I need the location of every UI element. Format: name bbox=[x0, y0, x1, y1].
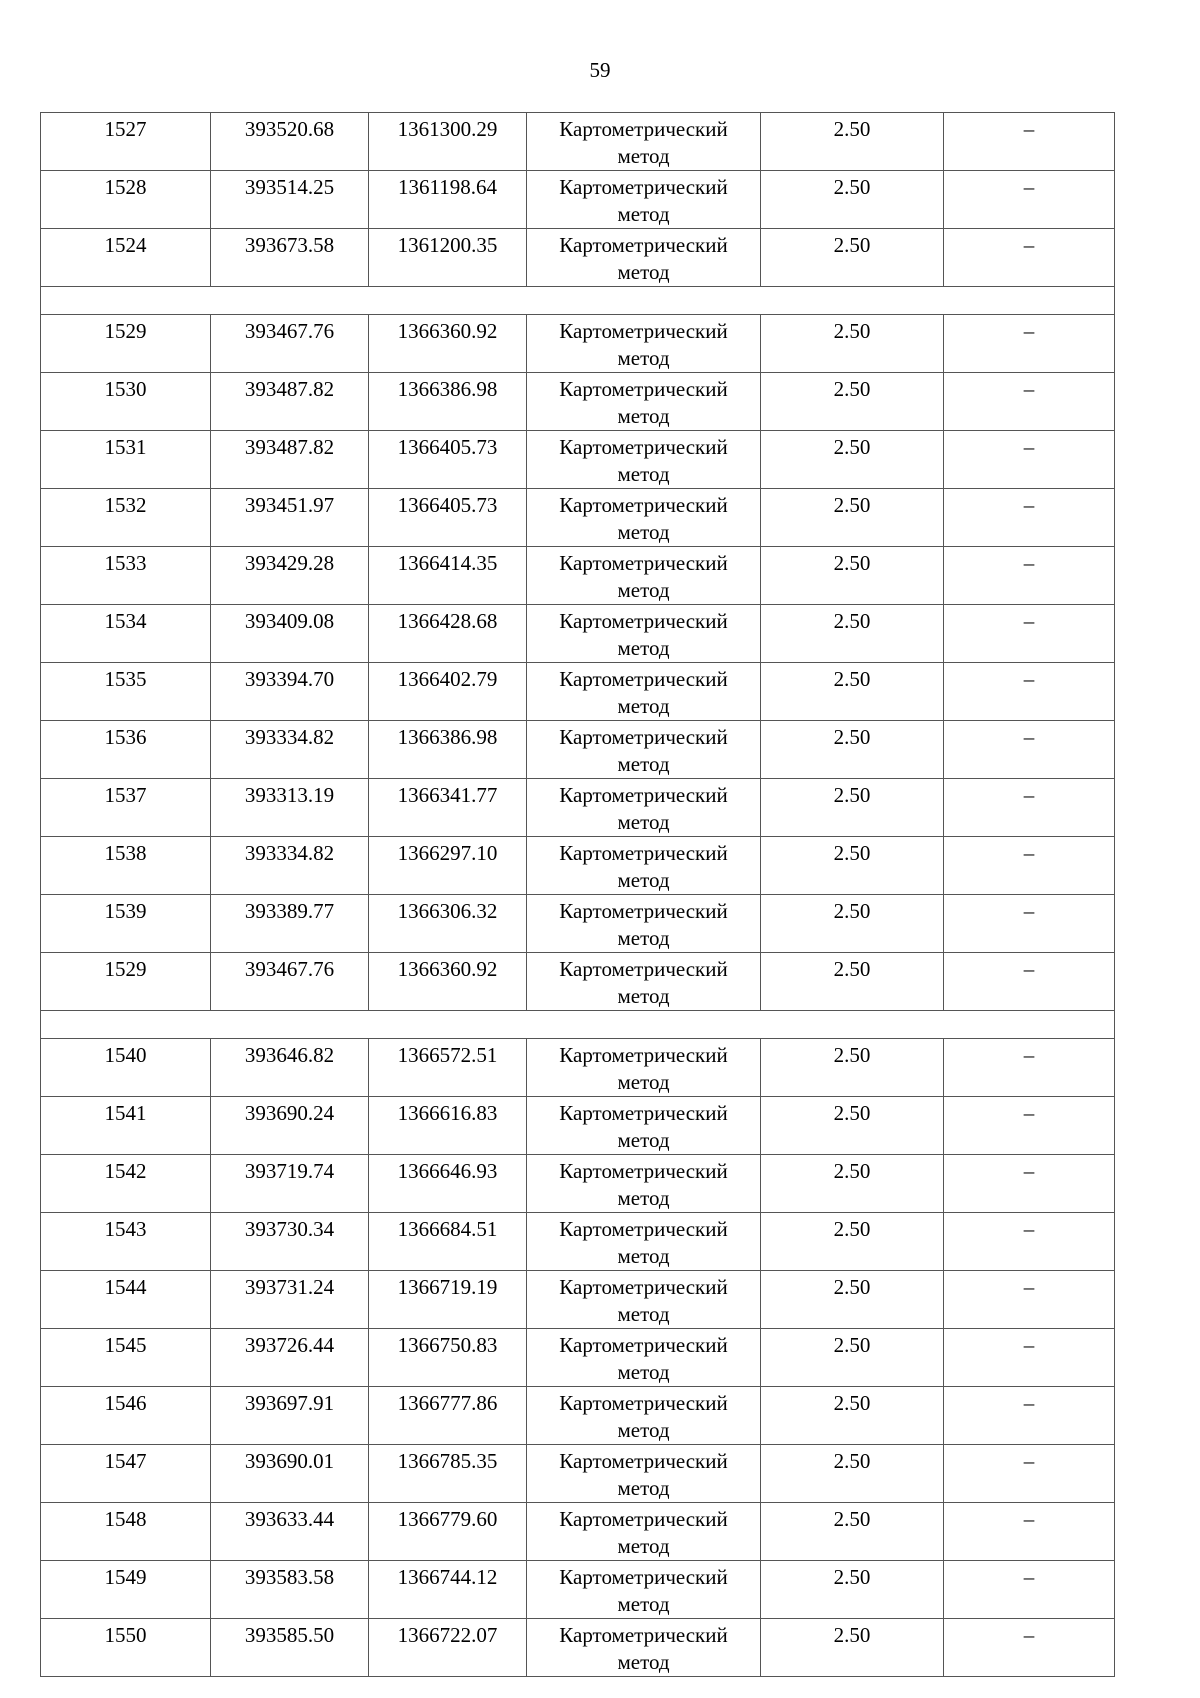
x-coordinate-cell: 393389.77 bbox=[211, 895, 369, 953]
y-coordinate-cell: 1366616.83 bbox=[369, 1097, 527, 1155]
method-cell bbox=[527, 373, 761, 431]
x-coordinate-cell: 393646.82 bbox=[211, 1039, 369, 1097]
table-row bbox=[41, 373, 1115, 431]
accuracy-cell: 2.50 bbox=[761, 721, 944, 779]
description-cell: – bbox=[944, 1503, 1115, 1561]
point-id-cell: 1546 bbox=[41, 1387, 211, 1445]
table-row bbox=[41, 1503, 1115, 1561]
method-cell bbox=[527, 837, 761, 895]
separator-cell bbox=[41, 287, 1115, 315]
method-line-2: метод bbox=[617, 520, 670, 544]
method-line-1: Картометрический bbox=[559, 783, 728, 807]
y-coordinate-cell: 1366402.79 bbox=[369, 663, 527, 721]
y-coordinate-cell: 1366386.98 bbox=[369, 721, 527, 779]
x-coordinate-cell: 393719.74 bbox=[211, 1155, 369, 1213]
separator-row bbox=[41, 1011, 1115, 1039]
method-line-2: метод bbox=[617, 462, 670, 486]
y-coordinate-cell: 1366428.68 bbox=[369, 605, 527, 663]
point-id-cell: 1532 bbox=[41, 489, 211, 547]
page-number: 59 bbox=[589, 58, 611, 82]
description-cell: – bbox=[944, 895, 1115, 953]
method-cell bbox=[527, 547, 761, 605]
description-cell: – bbox=[944, 1619, 1115, 1677]
method-cell bbox=[527, 315, 761, 373]
point-id-cell: 1550 bbox=[41, 1619, 211, 1677]
table-row bbox=[41, 1155, 1115, 1213]
y-coordinate-cell: 1366405.73 bbox=[369, 431, 527, 489]
table-row bbox=[41, 779, 1115, 837]
y-coordinate-cell: 1366722.07 bbox=[369, 1619, 527, 1677]
table-row bbox=[41, 113, 1115, 171]
point-id-cell: 1537 bbox=[41, 779, 211, 837]
accuracy-cell: 2.50 bbox=[761, 431, 944, 489]
point-id-cell: 1527 bbox=[41, 113, 211, 171]
accuracy-cell: 2.50 bbox=[761, 605, 944, 663]
x-coordinate-cell: 393730.34 bbox=[211, 1213, 369, 1271]
accuracy-cell: 2.50 bbox=[761, 229, 944, 287]
method-cell bbox=[527, 1039, 761, 1097]
accuracy-cell: 2.50 bbox=[761, 1445, 944, 1503]
x-coordinate-cell: 393520.68 bbox=[211, 113, 369, 171]
method-cell bbox=[527, 779, 761, 837]
y-coordinate-cell: 1361198.64 bbox=[369, 171, 527, 229]
accuracy-cell: 2.50 bbox=[761, 663, 944, 721]
method-line-1: Картометрический bbox=[559, 1159, 728, 1183]
x-coordinate-cell: 393334.82 bbox=[211, 837, 369, 895]
point-id-cell: 1541 bbox=[41, 1097, 211, 1155]
method-cell bbox=[527, 1271, 761, 1329]
method-cell bbox=[527, 605, 761, 663]
accuracy-cell: 2.50 bbox=[761, 171, 944, 229]
method-line-1: Картометрический bbox=[559, 435, 728, 459]
method-cell bbox=[527, 1155, 761, 1213]
method-line-1: Картометрический bbox=[559, 841, 728, 865]
x-coordinate-cell: 393313.19 bbox=[211, 779, 369, 837]
method-line-2: метод bbox=[617, 984, 670, 1008]
method-line-2: метод bbox=[617, 868, 670, 892]
method-cell bbox=[527, 895, 761, 953]
y-coordinate-cell: 1366684.51 bbox=[369, 1213, 527, 1271]
coordinates-table bbox=[40, 112, 1115, 1677]
table-row bbox=[41, 1561, 1115, 1619]
method-cell bbox=[527, 229, 761, 287]
point-id-cell: 1531 bbox=[41, 431, 211, 489]
point-id-cell: 1540 bbox=[41, 1039, 211, 1097]
method-line-2: метод bbox=[617, 1418, 670, 1442]
method-cell bbox=[527, 1329, 761, 1387]
point-id-cell: 1533 bbox=[41, 547, 211, 605]
method-cell bbox=[527, 1097, 761, 1155]
x-coordinate-cell: 393633.44 bbox=[211, 1503, 369, 1561]
method-line-1: Картометрический bbox=[559, 493, 728, 517]
point-id-cell: 1534 bbox=[41, 605, 211, 663]
accuracy-cell: 2.50 bbox=[761, 953, 944, 1011]
point-id-cell: 1528 bbox=[41, 171, 211, 229]
method-line-1: Картометрический bbox=[559, 377, 728, 401]
accuracy-cell: 2.50 bbox=[761, 895, 944, 953]
accuracy-cell: 2.50 bbox=[761, 837, 944, 895]
method-line-1: Картометрический bbox=[559, 1565, 728, 1589]
accuracy-cell: 2.50 bbox=[761, 1619, 944, 1677]
description-cell: – bbox=[944, 1213, 1115, 1271]
method-line-2: метод bbox=[617, 752, 670, 776]
description-cell: – bbox=[944, 837, 1115, 895]
method-line-1: Картометрический bbox=[559, 233, 728, 257]
description-cell: – bbox=[944, 663, 1115, 721]
table-row bbox=[41, 895, 1115, 953]
y-coordinate-cell: 1366719.19 bbox=[369, 1271, 527, 1329]
method-line-2: метод bbox=[617, 144, 670, 168]
point-id-cell: 1544 bbox=[41, 1271, 211, 1329]
x-coordinate-cell: 393467.76 bbox=[211, 315, 369, 373]
table-row bbox=[41, 489, 1115, 547]
method-line-1: Картометрический bbox=[559, 1623, 728, 1647]
description-cell: – bbox=[944, 431, 1115, 489]
method-line-2: метод bbox=[617, 578, 670, 602]
table-row bbox=[41, 229, 1115, 287]
method-line-1: Картометрический bbox=[559, 1101, 728, 1125]
y-coordinate-cell: 1366744.12 bbox=[369, 1561, 527, 1619]
description-cell: – bbox=[944, 779, 1115, 837]
method-cell bbox=[527, 663, 761, 721]
y-coordinate-cell: 1361200.35 bbox=[369, 229, 527, 287]
y-coordinate-cell: 1366360.92 bbox=[369, 953, 527, 1011]
description-cell: – bbox=[944, 229, 1115, 287]
point-id-cell: 1547 bbox=[41, 1445, 211, 1503]
table-row bbox=[41, 721, 1115, 779]
x-coordinate-cell: 393697.91 bbox=[211, 1387, 369, 1445]
y-coordinate-cell: 1366777.86 bbox=[369, 1387, 527, 1445]
x-coordinate-cell: 393467.76 bbox=[211, 953, 369, 1011]
method-line-2: метод bbox=[617, 926, 670, 950]
table-row bbox=[41, 1097, 1115, 1155]
method-line-2: метод bbox=[617, 1534, 670, 1558]
method-cell bbox=[527, 953, 761, 1011]
description-cell: – bbox=[944, 1445, 1115, 1503]
description-cell: – bbox=[944, 1271, 1115, 1329]
method-line-1: Картометрический bbox=[559, 175, 728, 199]
description-cell: – bbox=[944, 1097, 1115, 1155]
method-line-1: Картометрический bbox=[559, 551, 728, 575]
method-cell bbox=[527, 1445, 761, 1503]
table-row bbox=[41, 605, 1115, 663]
x-coordinate-cell: 393690.24 bbox=[211, 1097, 369, 1155]
y-coordinate-cell: 1366750.83 bbox=[369, 1329, 527, 1387]
method-line-1: Картометрический bbox=[559, 1275, 728, 1299]
separator-cell bbox=[41, 1011, 1115, 1039]
method-cell bbox=[527, 1619, 761, 1677]
table-row bbox=[41, 1271, 1115, 1329]
table-row bbox=[41, 315, 1115, 373]
description-cell: – bbox=[944, 373, 1115, 431]
table-row bbox=[41, 1039, 1115, 1097]
y-coordinate-cell: 1366779.60 bbox=[369, 1503, 527, 1561]
y-coordinate-cell: 1366306.32 bbox=[369, 895, 527, 953]
method-line-2: метод bbox=[617, 1186, 670, 1210]
coordinates-table-body bbox=[41, 113, 1115, 1677]
method-line-1: Картометрический bbox=[559, 667, 728, 691]
table-row bbox=[41, 1445, 1115, 1503]
method-cell bbox=[527, 171, 761, 229]
x-coordinate-cell: 393673.58 bbox=[211, 229, 369, 287]
method-line-2: метод bbox=[617, 346, 670, 370]
table-row bbox=[41, 953, 1115, 1011]
point-id-cell: 1539 bbox=[41, 895, 211, 953]
point-id-cell: 1543 bbox=[41, 1213, 211, 1271]
point-id-cell: 1530 bbox=[41, 373, 211, 431]
method-line-1: Картометрический bbox=[559, 319, 728, 343]
accuracy-cell: 2.50 bbox=[761, 1561, 944, 1619]
method-line-2: метод bbox=[617, 1244, 670, 1268]
method-line-2: метод bbox=[617, 810, 670, 834]
method-line-1: Картометрический bbox=[559, 117, 728, 141]
y-coordinate-cell: 1366572.51 bbox=[369, 1039, 527, 1097]
method-line-2: метод bbox=[617, 1650, 670, 1674]
y-coordinate-cell: 1366785.35 bbox=[369, 1445, 527, 1503]
table-row bbox=[41, 431, 1115, 489]
method-line-1: Картометрический bbox=[559, 1449, 728, 1473]
x-coordinate-cell: 393487.82 bbox=[211, 431, 369, 489]
method-line-2: метод bbox=[617, 1302, 670, 1326]
method-line-2: метод bbox=[617, 1592, 670, 1616]
x-coordinate-cell: 393429.28 bbox=[211, 547, 369, 605]
accuracy-cell: 2.50 bbox=[761, 1213, 944, 1271]
point-id-cell: 1536 bbox=[41, 721, 211, 779]
x-coordinate-cell: 393690.01 bbox=[211, 1445, 369, 1503]
table-row bbox=[41, 1329, 1115, 1387]
y-coordinate-cell: 1366341.77 bbox=[369, 779, 527, 837]
method-cell bbox=[527, 1561, 761, 1619]
accuracy-cell: 2.50 bbox=[761, 547, 944, 605]
point-id-cell: 1529 bbox=[41, 953, 211, 1011]
description-cell: – bbox=[944, 1561, 1115, 1619]
accuracy-cell: 2.50 bbox=[761, 779, 944, 837]
accuracy-cell: 2.50 bbox=[761, 113, 944, 171]
accuracy-cell: 2.50 bbox=[761, 1329, 944, 1387]
method-cell bbox=[527, 1387, 761, 1445]
x-coordinate-cell: 393451.97 bbox=[211, 489, 369, 547]
description-cell: – bbox=[944, 953, 1115, 1011]
method-line-2: метод bbox=[617, 1360, 670, 1384]
point-id-cell: 1549 bbox=[41, 1561, 211, 1619]
description-cell: – bbox=[944, 315, 1115, 373]
y-coordinate-cell: 1361300.29 bbox=[369, 113, 527, 171]
description-cell: – bbox=[944, 1387, 1115, 1445]
x-coordinate-cell: 393731.24 bbox=[211, 1271, 369, 1329]
table-row bbox=[41, 663, 1115, 721]
method-line-1: Картометрический bbox=[559, 609, 728, 633]
table-row bbox=[41, 171, 1115, 229]
point-id-cell: 1548 bbox=[41, 1503, 211, 1561]
x-coordinate-cell: 393394.70 bbox=[211, 663, 369, 721]
method-line-1: Картометрический bbox=[559, 1507, 728, 1531]
description-cell: – bbox=[944, 171, 1115, 229]
x-coordinate-cell: 393409.08 bbox=[211, 605, 369, 663]
table-row bbox=[41, 837, 1115, 895]
description-cell: – bbox=[944, 547, 1115, 605]
method-line-1: Картометрический bbox=[559, 1043, 728, 1067]
method-line-2: метод bbox=[617, 202, 670, 226]
method-line-1: Картометрический bbox=[559, 957, 728, 981]
table-row bbox=[41, 547, 1115, 605]
y-coordinate-cell: 1366297.10 bbox=[369, 837, 527, 895]
separator-row bbox=[41, 287, 1115, 315]
x-coordinate-cell: 393334.82 bbox=[211, 721, 369, 779]
description-cell: – bbox=[944, 1039, 1115, 1097]
accuracy-cell: 2.50 bbox=[761, 1387, 944, 1445]
x-coordinate-cell: 393487.82 bbox=[211, 373, 369, 431]
description-cell: – bbox=[944, 1329, 1115, 1387]
method-cell bbox=[527, 1503, 761, 1561]
accuracy-cell: 2.50 bbox=[761, 1271, 944, 1329]
accuracy-cell: 2.50 bbox=[761, 1155, 944, 1213]
table-row bbox=[41, 1387, 1115, 1445]
description-cell: – bbox=[944, 1155, 1115, 1213]
description-cell: – bbox=[944, 489, 1115, 547]
description-cell: – bbox=[944, 605, 1115, 663]
x-coordinate-cell: 393583.58 bbox=[211, 1561, 369, 1619]
table-row bbox=[41, 1619, 1115, 1677]
accuracy-cell: 2.50 bbox=[761, 1039, 944, 1097]
method-line-2: метод bbox=[617, 260, 670, 284]
method-line-1: Картометрический bbox=[559, 1333, 728, 1357]
accuracy-cell: 2.50 bbox=[761, 1097, 944, 1155]
method-cell bbox=[527, 431, 761, 489]
y-coordinate-cell: 1366405.73 bbox=[369, 489, 527, 547]
method-line-1: Картометрический bbox=[559, 1391, 728, 1415]
point-id-cell: 1529 bbox=[41, 315, 211, 373]
point-id-cell: 1545 bbox=[41, 1329, 211, 1387]
accuracy-cell: 2.50 bbox=[761, 373, 944, 431]
accuracy-cell: 2.50 bbox=[761, 489, 944, 547]
method-line-2: метод bbox=[617, 1476, 670, 1500]
table-row bbox=[41, 1213, 1115, 1271]
point-id-cell: 1542 bbox=[41, 1155, 211, 1213]
method-line-1: Картометрический bbox=[559, 899, 728, 923]
method-line-2: метод bbox=[617, 404, 670, 428]
method-cell bbox=[527, 489, 761, 547]
method-line-2: метод bbox=[617, 636, 670, 660]
x-coordinate-cell: 393585.50 bbox=[211, 1619, 369, 1677]
point-id-cell: 1535 bbox=[41, 663, 211, 721]
y-coordinate-cell: 1366360.92 bbox=[369, 315, 527, 373]
y-coordinate-cell: 1366414.35 bbox=[369, 547, 527, 605]
method-cell bbox=[527, 721, 761, 779]
accuracy-cell: 2.50 bbox=[761, 1503, 944, 1561]
y-coordinate-cell: 1366646.93 bbox=[369, 1155, 527, 1213]
method-cell bbox=[527, 1213, 761, 1271]
point-id-cell: 1524 bbox=[41, 229, 211, 287]
method-line-2: метод bbox=[617, 694, 670, 718]
description-cell: – bbox=[944, 113, 1115, 171]
method-line-1: Картометрический bbox=[559, 725, 728, 749]
x-coordinate-cell: 393514.25 bbox=[211, 171, 369, 229]
method-line-1: Картометрический bbox=[559, 1217, 728, 1241]
y-coordinate-cell: 1366386.98 bbox=[369, 373, 527, 431]
method-line-2: метод bbox=[617, 1070, 670, 1094]
x-coordinate-cell: 393726.44 bbox=[211, 1329, 369, 1387]
method-line-2: метод bbox=[617, 1128, 670, 1152]
accuracy-cell: 2.50 bbox=[761, 315, 944, 373]
method-cell bbox=[527, 113, 761, 171]
description-cell: – bbox=[944, 721, 1115, 779]
point-id-cell: 1538 bbox=[41, 837, 211, 895]
